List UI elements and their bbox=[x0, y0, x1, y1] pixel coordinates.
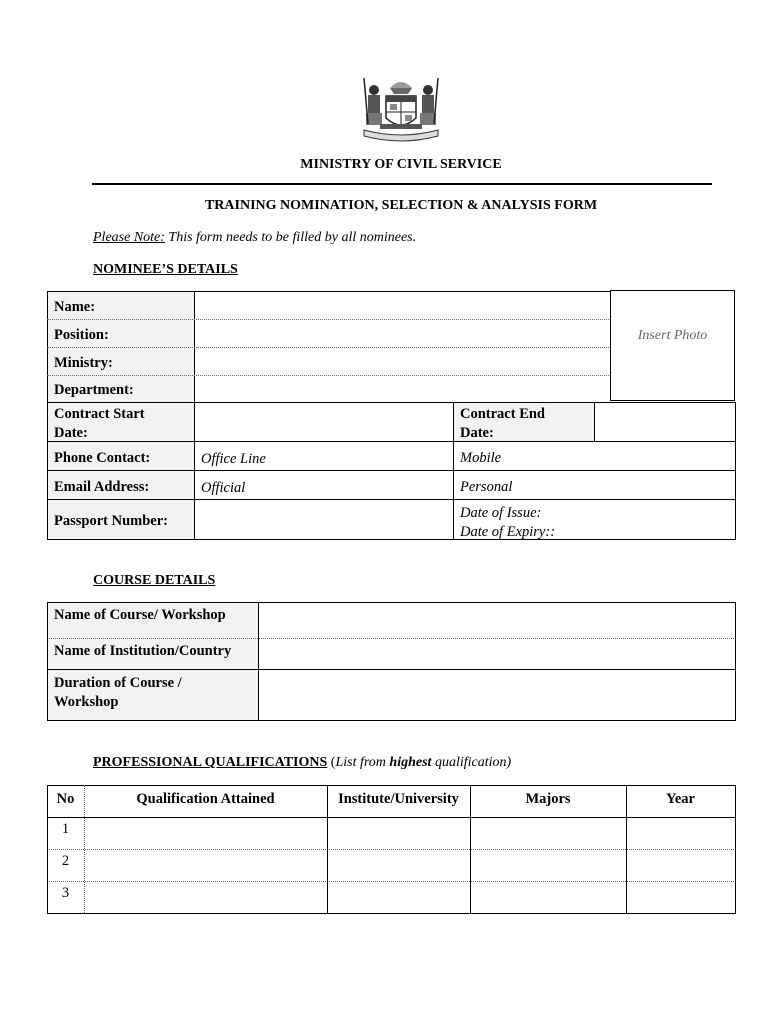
insert-photo-text: Insert Photo bbox=[637, 328, 708, 343]
position-field[interactable] bbox=[195, 320, 610, 346]
qualification-cell[interactable] bbox=[85, 882, 326, 912]
qualifications-paren: ( bbox=[327, 755, 336, 770]
course-name-field[interactable] bbox=[259, 603, 734, 637]
year-cell[interactable] bbox=[627, 850, 734, 880]
year-cell[interactable] bbox=[627, 882, 734, 912]
phone-label: Phone Contact: bbox=[54, 450, 151, 466]
email-label: Email Address: bbox=[54, 479, 150, 495]
institute-cell[interactable] bbox=[328, 818, 469, 848]
contract-start-label: Contract Start Date: bbox=[54, 406, 145, 441]
course-section-heading: COURSE DETAILS bbox=[93, 573, 216, 588]
passport-label: Passport Number: bbox=[54, 513, 168, 529]
majors-cell[interactable] bbox=[471, 882, 625, 912]
please-note bbox=[93, 230, 416, 246]
date-of-expiry-field[interactable]: Date of Expiry:: bbox=[460, 524, 556, 540]
qualifications-note-b: highest bbox=[389, 755, 432, 770]
contract-end-label: Contract End Date: bbox=[460, 406, 545, 441]
phone-office-field[interactable]: Office Line bbox=[201, 451, 266, 467]
course-name-label: Name of Course/ Workshop bbox=[54, 607, 226, 623]
photo-box[interactable] bbox=[610, 290, 735, 401]
coat-of-arms-emblem bbox=[360, 74, 442, 146]
department-label: Department: bbox=[54, 382, 134, 398]
institute-cell[interactable] bbox=[328, 850, 469, 880]
email-personal-field[interactable]: Personal bbox=[460, 479, 513, 495]
passport-number-field[interactable] bbox=[195, 500, 452, 538]
note-text: This form needs to be filled by all nominees. bbox=[164, 230, 417, 245]
contract-start-field[interactable] bbox=[195, 403, 452, 440]
col-header-majors: Majors bbox=[525, 791, 571, 807]
duration-label: Duration of Course / Workshop bbox=[54, 675, 182, 710]
row-number: 3 bbox=[61, 885, 70, 901]
col-header-institute: Institute/University bbox=[338, 791, 459, 807]
qualification-cell[interactable] bbox=[85, 850, 326, 880]
row-number: 1 bbox=[61, 821, 70, 837]
qualification-cell[interactable] bbox=[85, 818, 326, 848]
contract-end-field[interactable] bbox=[595, 403, 734, 440]
ministry-title: MINISTRY OF CIVIL SERVICE bbox=[300, 157, 502, 172]
qualifications-note-c: qualification) bbox=[431, 755, 512, 770]
institute-cell[interactable] bbox=[328, 882, 469, 912]
row-number: 2 bbox=[61, 853, 70, 869]
qualifications-title: PROFESSIONAL QUALIFICATIONS bbox=[93, 755, 328, 770]
header-divider bbox=[92, 183, 712, 185]
name-label: Name: bbox=[54, 299, 96, 315]
majors-cell[interactable] bbox=[471, 818, 625, 848]
phone-mobile-field[interactable]: Mobile bbox=[460, 450, 502, 466]
qualifications-note-a: List from bbox=[335, 755, 390, 770]
qualifications-heading bbox=[93, 755, 511, 771]
note-label: Please Note: bbox=[93, 230, 165, 245]
nominee-section-heading: NOMINEE’S DETAILS bbox=[93, 262, 238, 277]
institution-label: Name of Institution/Country bbox=[54, 643, 232, 659]
year-cell[interactable] bbox=[627, 818, 734, 848]
position-label: Position: bbox=[54, 327, 109, 343]
email-official-field[interactable]: Official bbox=[201, 480, 246, 496]
name-field[interactable] bbox=[195, 292, 610, 318]
duration-field[interactable] bbox=[259, 670, 734, 719]
institution-field[interactable] bbox=[259, 639, 734, 668]
ministry-label: Ministry: bbox=[54, 355, 113, 371]
col-header-no: No bbox=[56, 791, 75, 807]
majors-cell[interactable] bbox=[471, 850, 625, 880]
form-title: TRAINING NOMINATION, SELECTION & ANALYSIS FORM bbox=[204, 198, 598, 213]
col-header-qualification: Qualification Attained bbox=[136, 791, 275, 807]
department-field[interactable] bbox=[195, 376, 610, 401]
col-header-year: Year bbox=[666, 791, 695, 807]
ministry-field[interactable] bbox=[195, 348, 610, 374]
date-of-issue-field[interactable]: Date of Issue: bbox=[460, 505, 542, 521]
